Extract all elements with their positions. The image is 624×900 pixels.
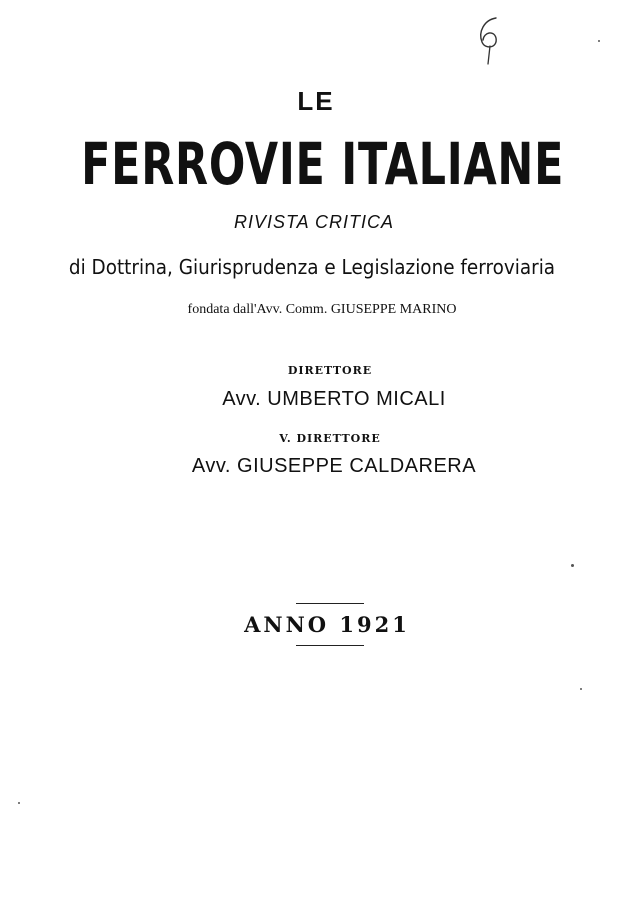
paper-speck xyxy=(598,40,600,42)
paper-speck xyxy=(571,564,574,567)
director-name: Avv. UMBERTO MICALI xyxy=(222,388,446,410)
vice-director-name: Avv. GIUSEPPE CALDARERA xyxy=(191,455,477,477)
director-label: DIRETTORE xyxy=(287,364,373,377)
title-article: LE xyxy=(297,86,335,116)
year-rule-top xyxy=(296,603,364,604)
paper-speck xyxy=(18,802,20,804)
masthead-title: FERROVIE ITALIANE xyxy=(81,130,565,198)
year-rule-bottom xyxy=(296,645,364,646)
handwritten-annotation xyxy=(474,12,508,76)
description: di Dottrina, Giurisprudenza e Legislazione ferroviaria xyxy=(68,255,556,279)
paper-speck xyxy=(580,688,582,690)
subtitle: RIVISTA CRITICA xyxy=(233,212,394,232)
vice-director-label: V. DIRETTORE xyxy=(279,432,381,445)
founder-line: fondata dall'Avv. Comm. GIUSEPPE MARINO xyxy=(187,302,457,317)
publication-year: ANNO 1921 xyxy=(244,612,410,637)
